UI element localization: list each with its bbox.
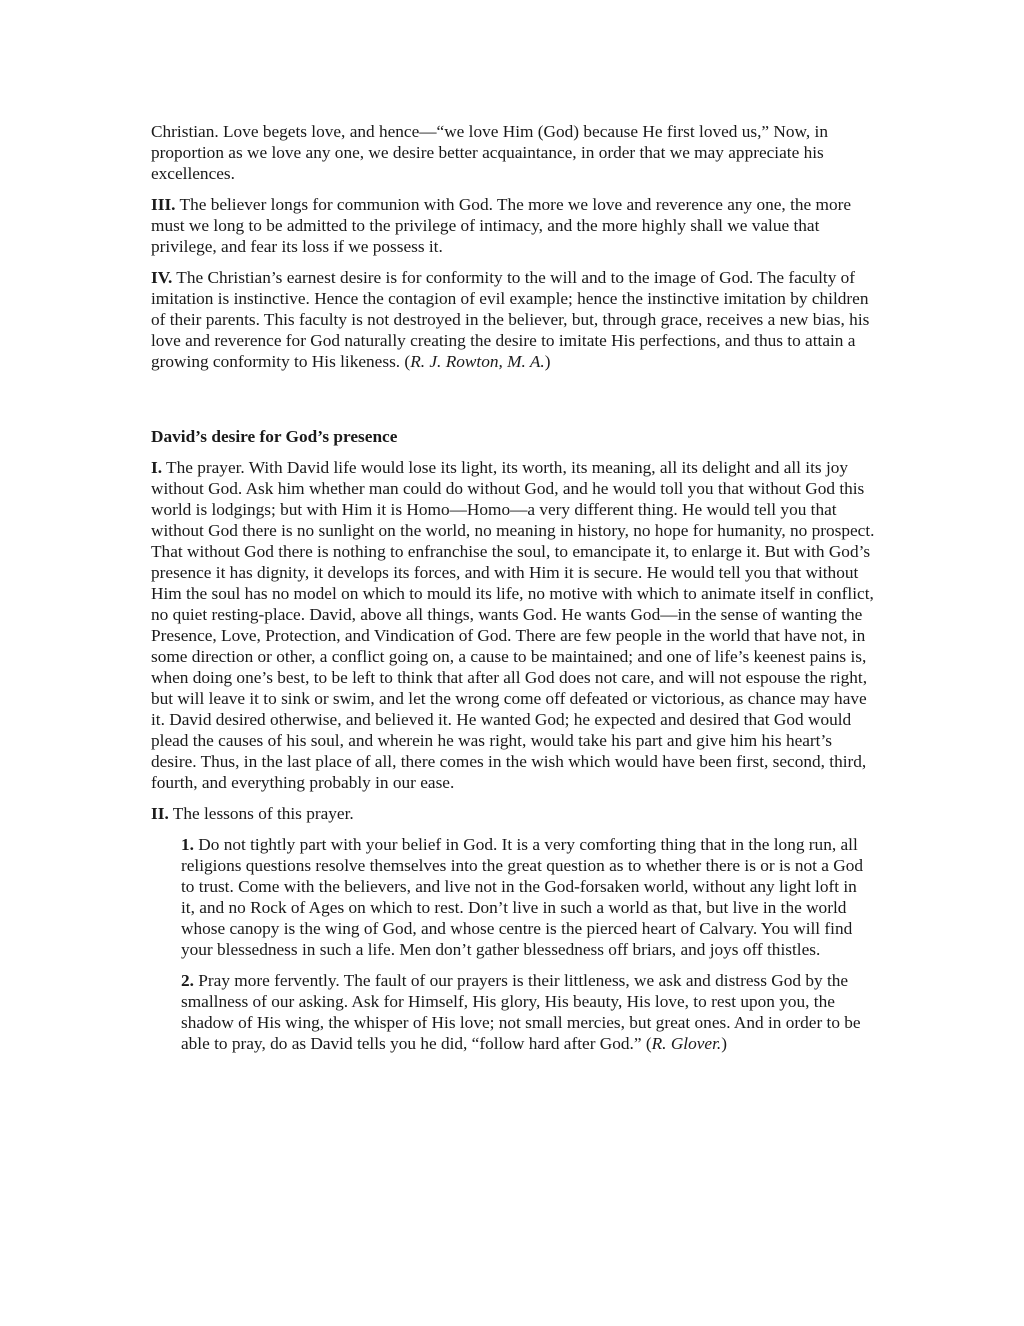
section-ii-text: The lessons of this prayer. <box>168 804 354 823</box>
section-iv-number: IV. <box>151 268 173 287</box>
section-iv-text: The Christian’s earnest desire is for conformity to the will and to the image of God. The faculty of imitation is instinctive. Hence the contagion of evil example; hence the instinctive imitation by children of their parents. This faculty is not destroyed in the believer, but, through grace, receives a new bias, his love and reverence for God naturally creating the desire to imitate His perfections, and thus to attain a growing conformity to His likeness. ( <box>151 268 870 371</box>
section-i-number: I. <box>151 458 163 477</box>
section-i-paragraph <box>151 457 875 793</box>
section-iii-text: The believer longs for communion with God. The more we love and reverence any one, the more must we long to be admitted to the privilege of intimacy, and the more highly shall we value that privilege, and fear its loss if we possess it. <box>151 195 852 256</box>
point-2-number: 2. <box>181 971 194 990</box>
section-iv-paragraph <box>151 267 875 372</box>
section-ii-paragraph <box>151 803 875 824</box>
section-iii-number: III. <box>151 195 176 214</box>
section-iv-close: ) <box>544 352 551 371</box>
section-ii-number: II. <box>151 804 169 823</box>
intro-text: Christian. Love begets love, and hence—“we love Him (God) because He first loved us,” Now, in proportion as we love any one, we desire better acquaintance, in order that we may appreciate his excellences. <box>151 122 828 183</box>
section-i-text: The prayer. With David life would lose its light, its worth, its meaning, all its delight and all its joy without God. Ask him whether man could do without God, and he would toll you that without God this world is lodgings; but with Him it is Homo—Homo—a very different thing. He would tell you that without God there is no sunlight on the world, no meaning in history, no hope for humanity, no prospect. That without God there is nothing to enfranchise the soul, to emancipate it, to enlarge it. But with God’s presence it has dignity, it develops its forces, and with Him it is secure. He would tell you that without Him the soul has no model on which to mould its life, no motive with which to animate itself in conflict, no quiet resting-place. David, above all things, wants God. He wants God—in the sense of wanting the Presence, Love, Protection, and Vindication of God. There are few people in the world that have not, in some direction or other, a conflict going on, a cause to be maintained; and one of life’s keenest pains is, when doing one’s best, to be left to think that after all God does not care, and will not espouse the right, but will leave it to sink or swim, and let the wrong come off defeated or victorious, as chance may have it. David desired otherwise, and believed it. He wanted God; he expected and desired that God would plead the causes of his soul, and wherein he was right, would take his part and give him his heart’s desire. Thus, in the last place of all, there comes in the wish which would have been first, second, third, fourth, and everything probably in our ease. <box>151 458 875 792</box>
point-1-paragraph <box>181 834 875 960</box>
point-1-number: 1. <box>181 835 194 854</box>
point-1-text: Do not tightly part with your belief in God. It is a very comforting thing that in the long run, all religions questions resolve themselves into the great question as to whether there is or is not a God to trust. Come with the believers, and live not in the God-forsaken world, without any light loft in it, and no Rock of Ages on which to rest. Don’t live in such a world as that, but live in the world whose canopy is the wing of God, and whose centre is the pierced heart of Calvary. You will find your blessedness in such a life. Men don’t gather blessedness off briars, and joys off thistles. <box>181 835 863 959</box>
section-spacer <box>151 382 875 426</box>
point-2-citation: R. Glover. <box>651 1034 722 1053</box>
point-2-close: ) <box>721 1034 727 1053</box>
point-2-text: Pray more fervently. The fault of our prayers is their littleness, we ask and distress God by the smallness of our asking. Ask for Himself, His glory, His beauty, His love, to rest upon you, the shadow of His wing, the whisper of His love; not small mercies, but great ones. And in order to be able to pray, do as David tells you he did, “follow hard after God.” ( <box>181 971 861 1053</box>
section-heading: David’s desire for God’s presence <box>151 427 398 446</box>
section-iv-citation: R. J. Rowton, M. A. <box>410 352 545 371</box>
intro-paragraph <box>151 121 875 184</box>
document-page <box>151 121 875 1064</box>
point-2-paragraph <box>181 970 875 1054</box>
section-iii-paragraph <box>151 194 875 257</box>
